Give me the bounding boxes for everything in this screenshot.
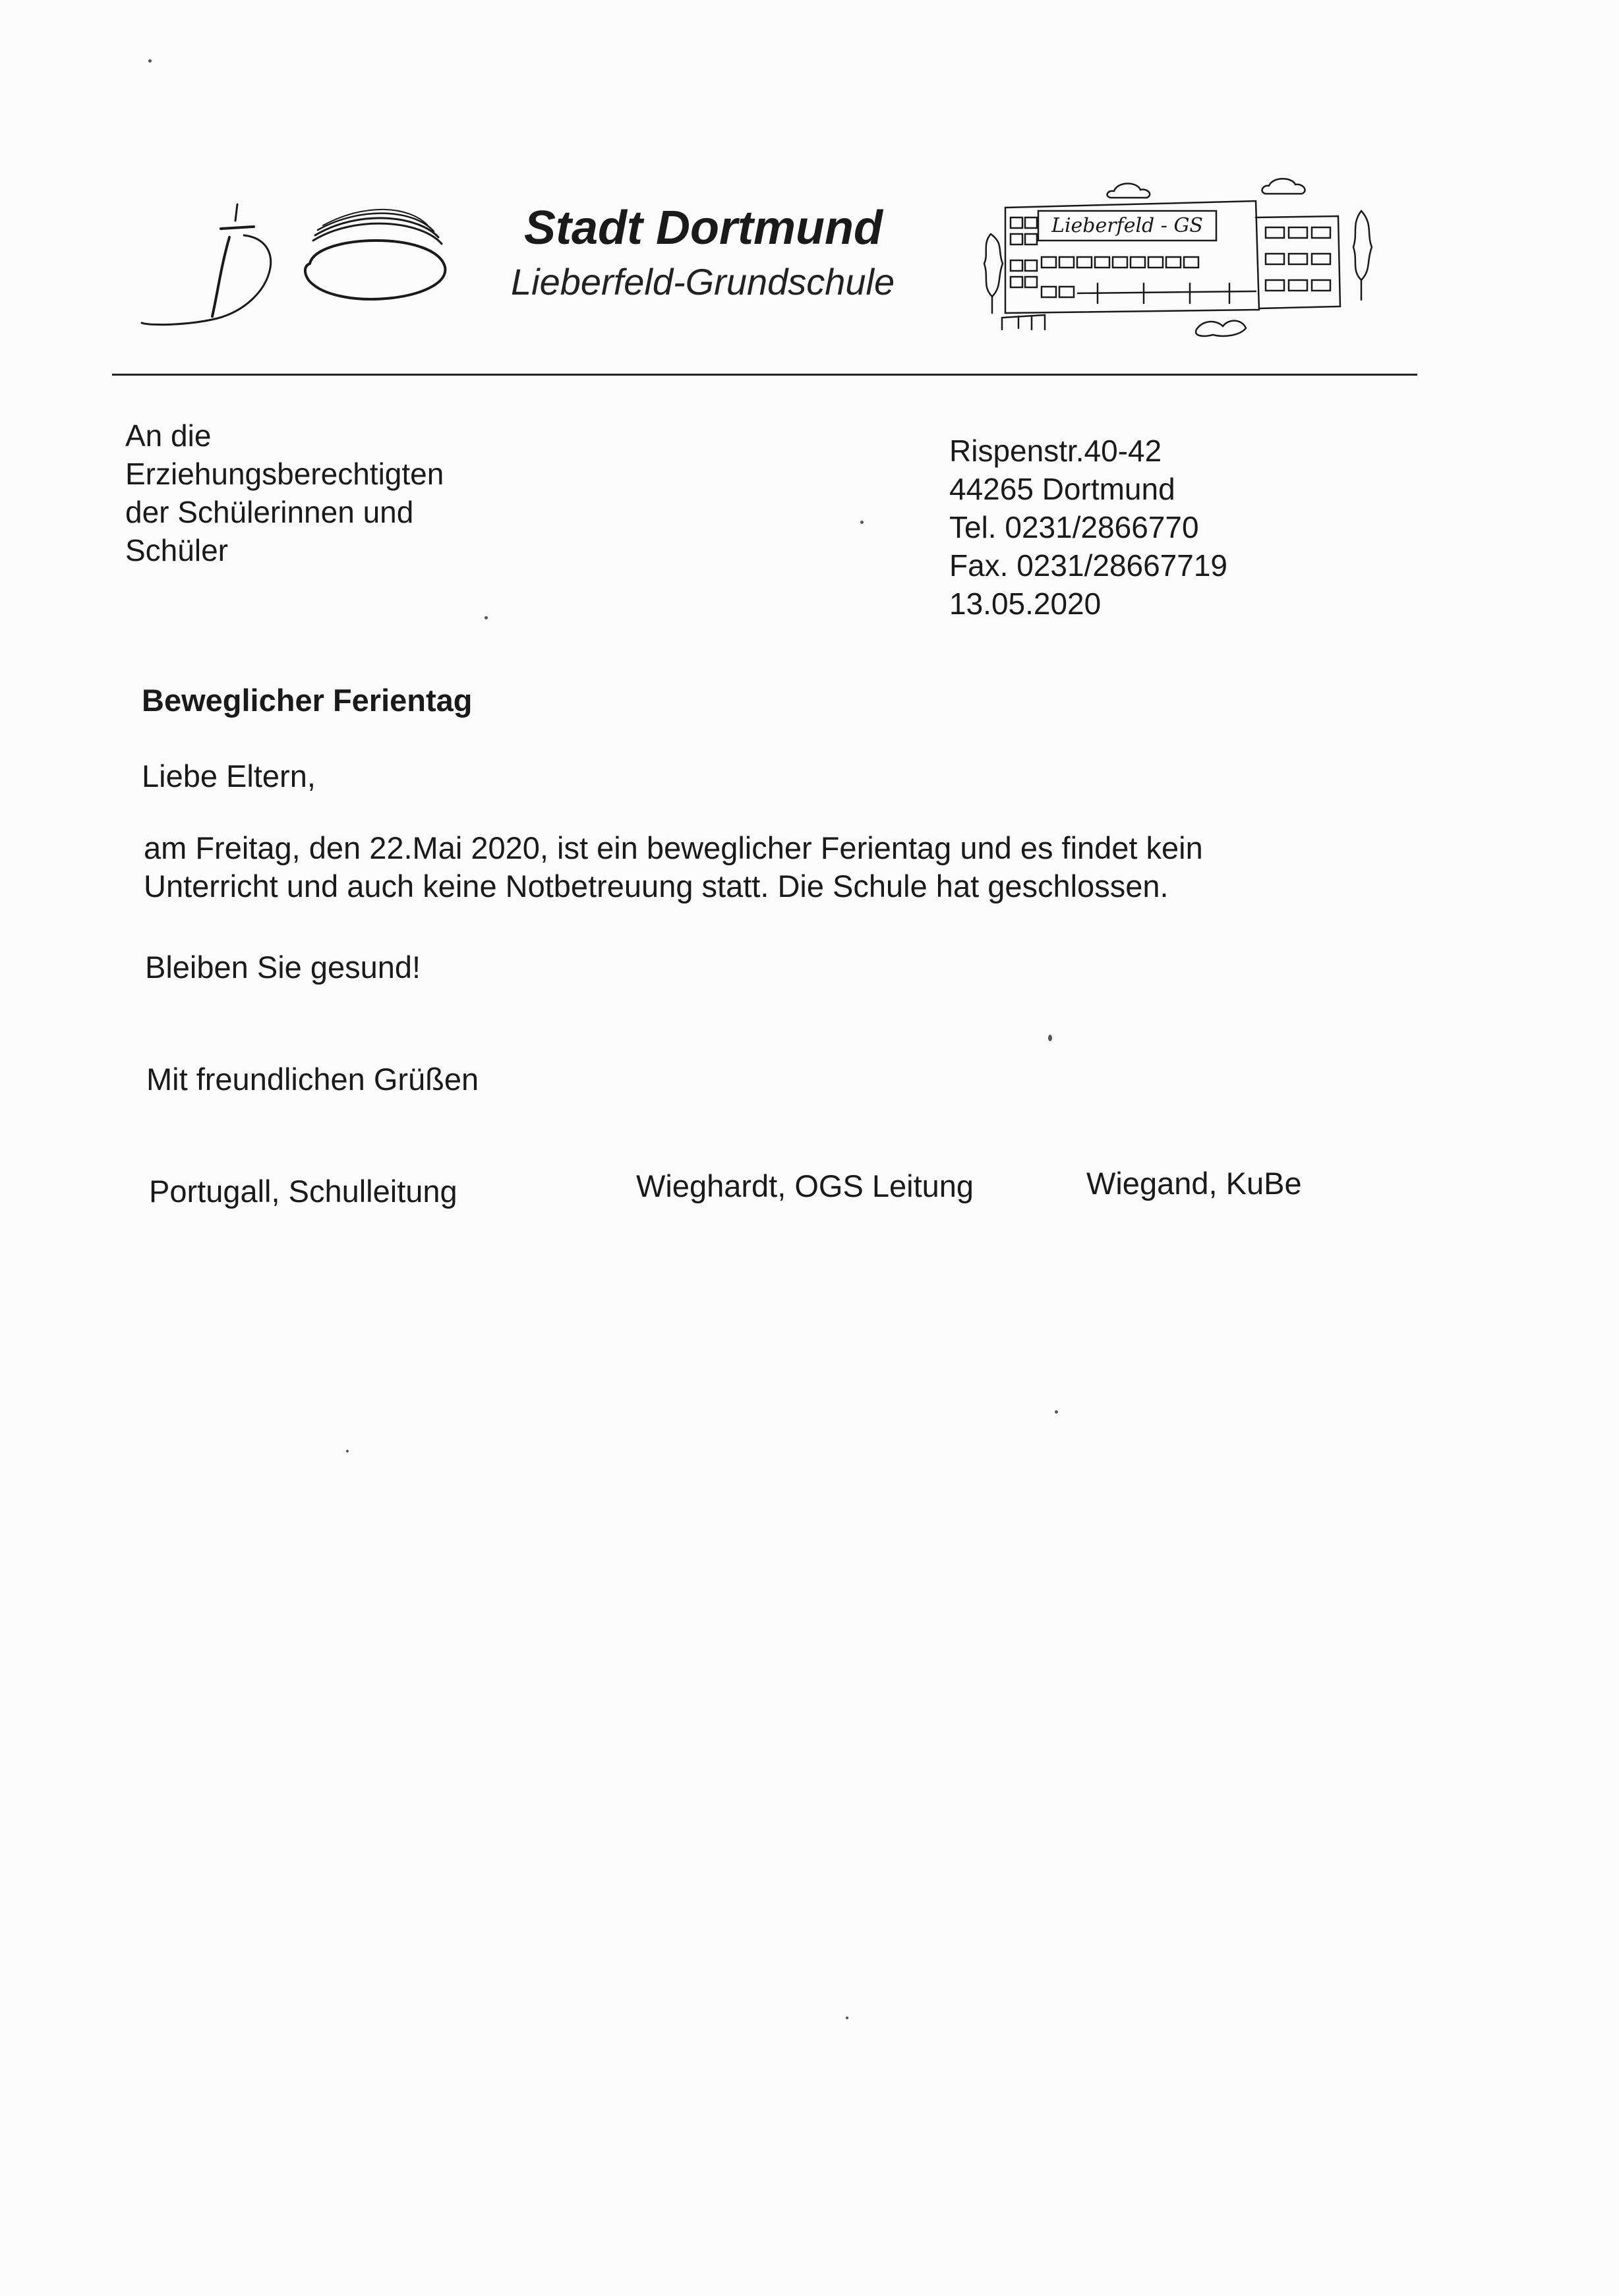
salutation: Liebe Eltern, <box>142 759 316 793</box>
scan-speck <box>346 1450 349 1452</box>
signature-ogs: Wieghardt, OGS Leitung <box>636 1168 974 1203</box>
scan-speck <box>846 2017 848 2019</box>
scan-speck <box>860 521 864 524</box>
header-divider <box>112 374 1417 376</box>
recipient-line: An die <box>125 418 212 453</box>
body-line: am Freitag, den 22.Mai 2020, ist ein beweglicher Ferientag und es findet kein <box>144 830 1203 865</box>
recipient-line: der Schülerinnen und <box>125 495 414 529</box>
scan-speck <box>485 616 488 619</box>
school-sign-text: Lieberfeld - GS <box>1051 214 1203 237</box>
sender-city: 44265 Dortmund <box>949 472 1175 506</box>
sender-fax: Fax. 0231/28667719 <box>949 548 1228 583</box>
recipient-block <box>125 416 444 569</box>
well-wish: Bleiben Sie gesund! <box>145 950 421 985</box>
recipient-line: Schüler <box>125 533 228 567</box>
sender-phone: Tel. 0231/2866770 <box>949 510 1199 544</box>
dortmund-logo <box>138 194 455 333</box>
scan-speck <box>148 59 152 63</box>
sender-address-block <box>949 432 1227 623</box>
closing: Mit freundlichen Grüßen <box>146 1062 479 1097</box>
body-line: Unterricht und auch keine Notbetreuung statt. Die Schule hat geschlossen. <box>144 869 1169 904</box>
letter-body <box>144 829 1203 905</box>
recipient-line: Erziehungsberechtigten <box>125 457 444 491</box>
scan-speck <box>1055 1410 1058 1414</box>
school-name: Lieberfeld-Grundschule <box>511 261 895 302</box>
school-building-drawing <box>979 171 1378 356</box>
signature-kube: Wiegand, KuBe <box>1086 1166 1302 1201</box>
letter-subject: Beweglicher Ferientag <box>142 683 473 718</box>
scan-speck <box>1048 1035 1052 1041</box>
sender-street: Rispenstr.40-42 <box>949 434 1162 468</box>
letter-date: 13.05.2020 <box>949 587 1102 621</box>
signature-principal: Portugall, Schulleitung <box>149 1174 457 1209</box>
city-title: Stadt Dortmund <box>524 202 883 254</box>
